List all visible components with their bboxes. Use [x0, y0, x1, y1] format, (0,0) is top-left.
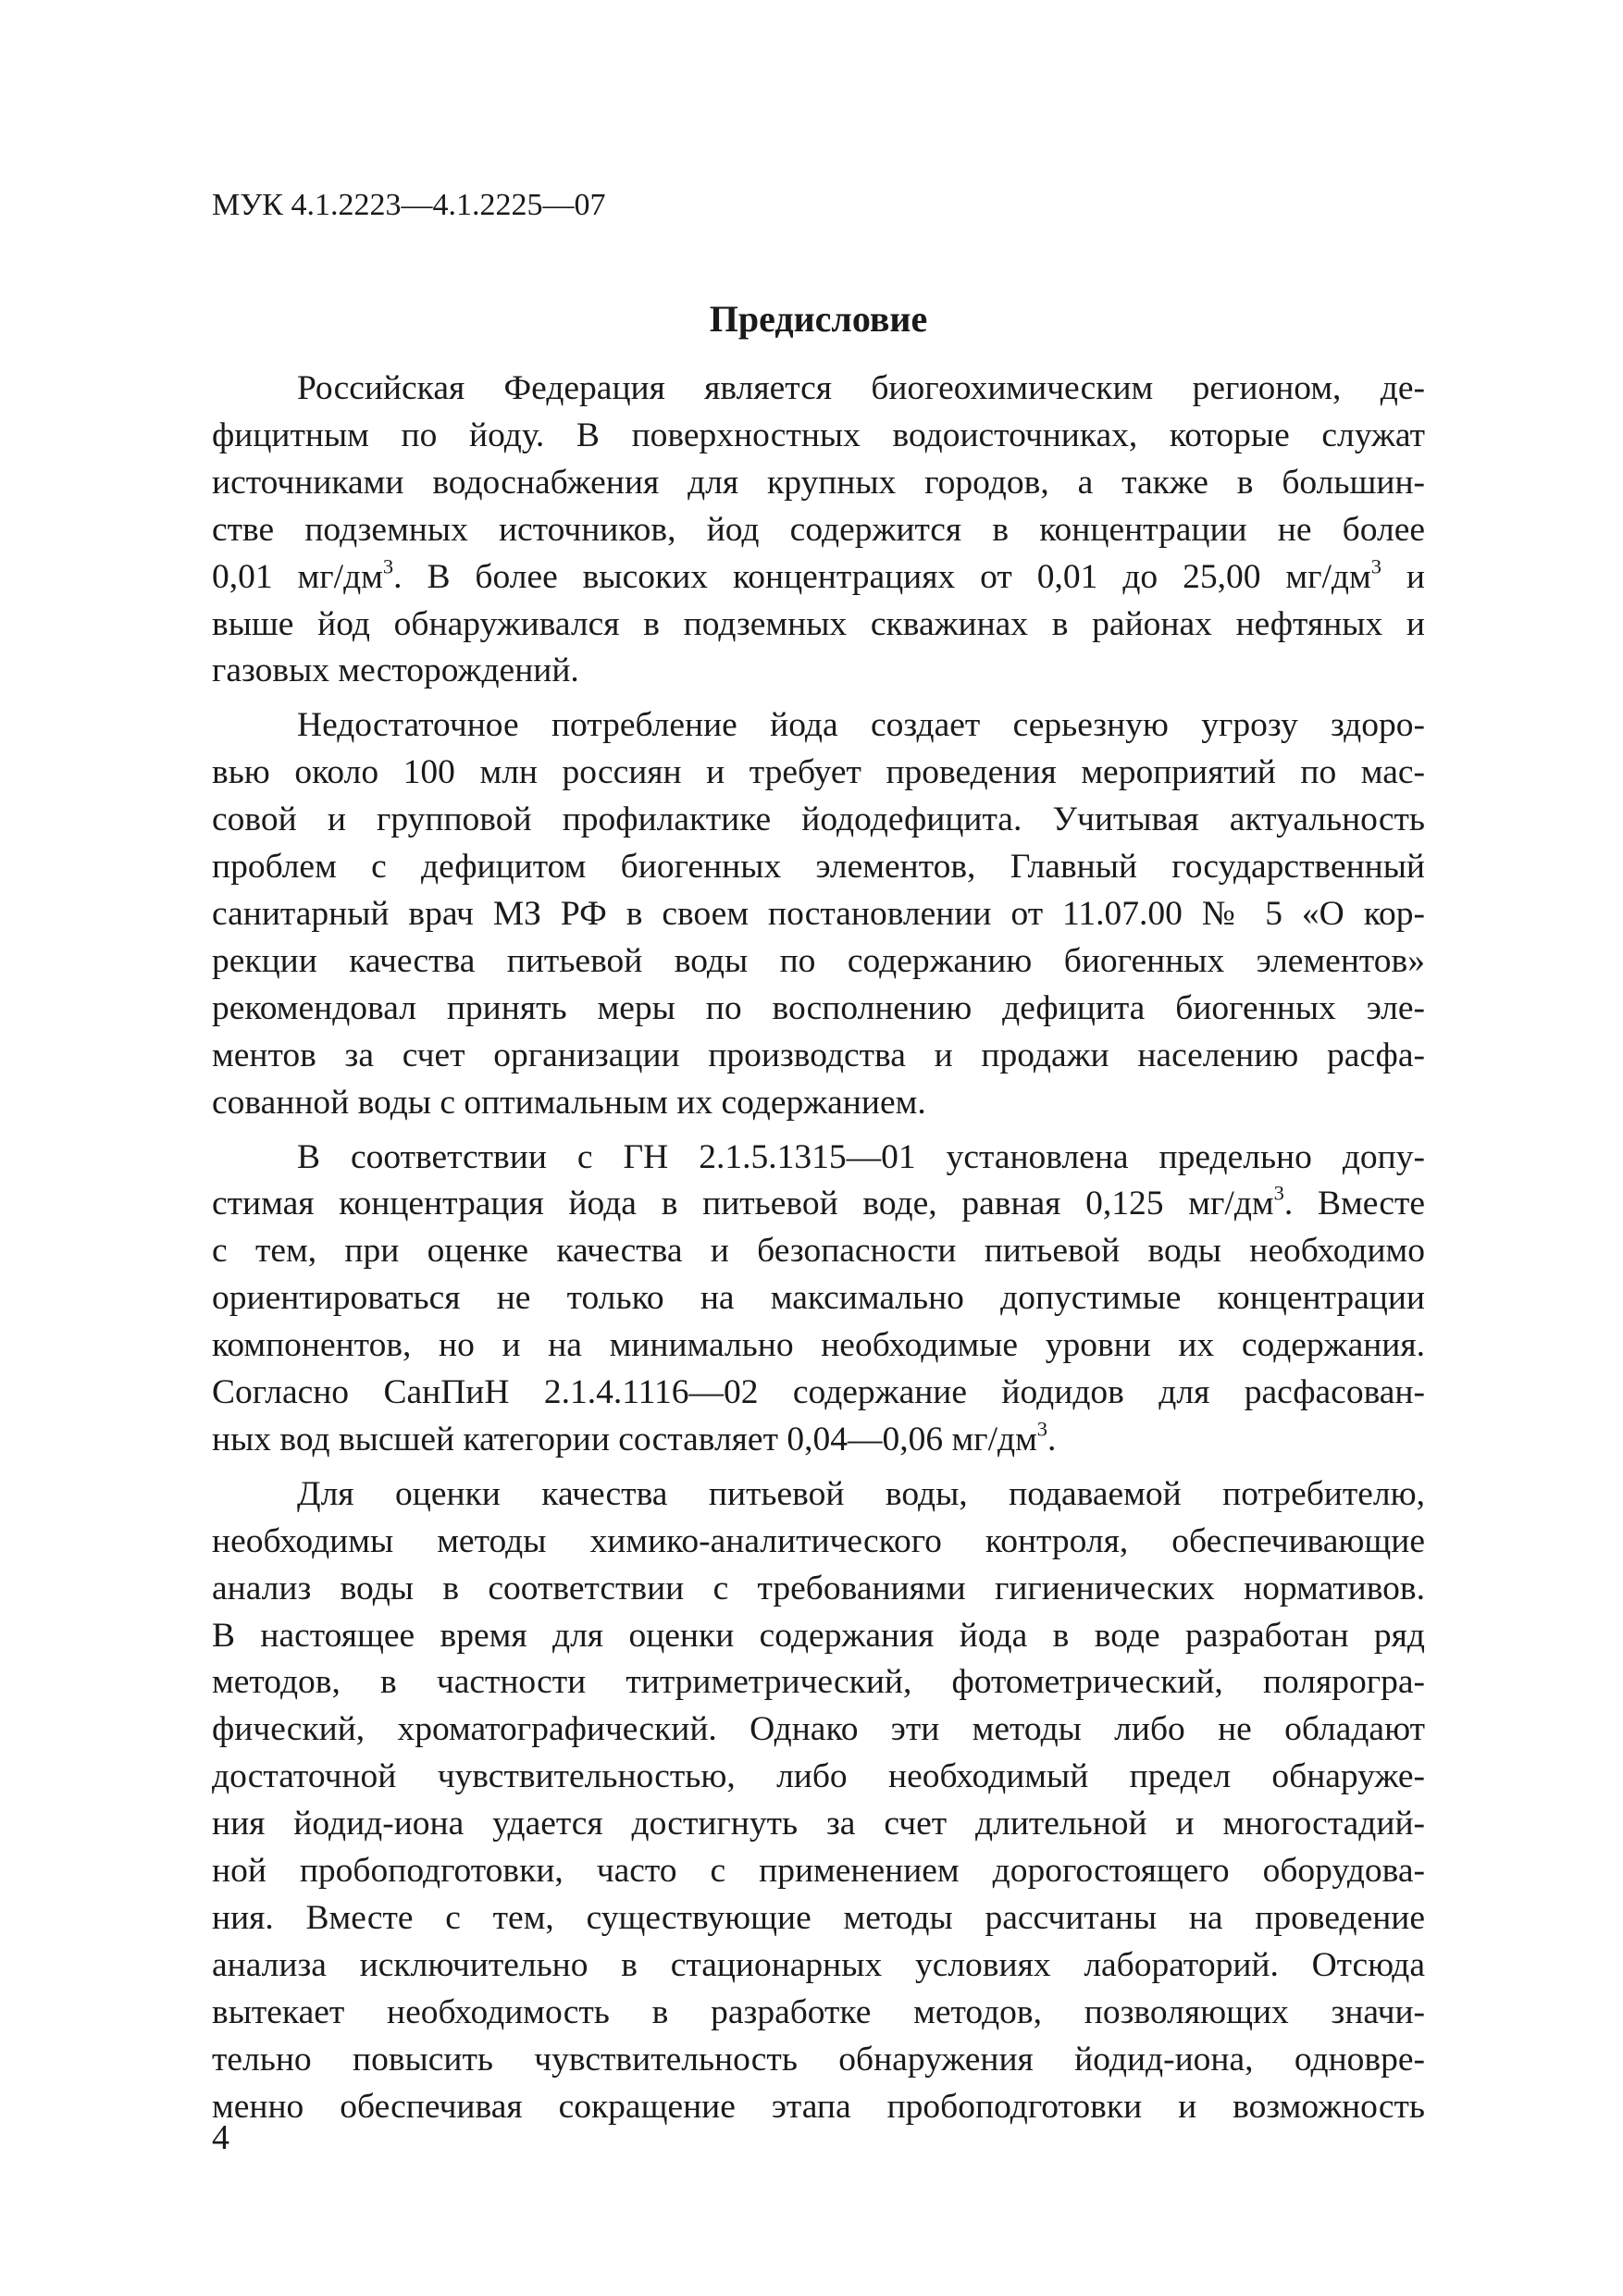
paragraph	[212, 702, 1425, 1126]
paragraph-line: ных вод высшей категории составляет 0,04—0,06 $мг/дм^3$.	[212, 1417, 1057, 1458]
paragraph-line: необходимы методы химико-аналитического контроля, обеспечивающие	[212, 1521, 1425, 1560]
paragraph-line: с тем, при оценке качества и безопасности питьевой воды необходимо	[212, 1232, 1425, 1271]
section-title: Предисловие	[709, 298, 928, 340]
paragraph-line: Недостаточное потребление йода создает серьезную угрозу здоро-	[297, 706, 1425, 745]
paragraph	[212, 1135, 1425, 1464]
paragraph-line: источниками водоснабжения для крупных городов, а также в большин-	[212, 463, 1425, 502]
paragraph-line: рекции качества питьевой воды по содержанию биогенных элементов»	[212, 941, 1425, 980]
paragraph-line: рекомендовал принять меры по восполнению дефицита биогенных эле-	[212, 988, 1425, 1027]
paragraph-line: проблем с дефицитом биогенных элементов, Главный государственный	[212, 848, 1425, 887]
paragraph-line: ния. Вместе с тем, существующие методы рассчитаны на проведение	[212, 1899, 1425, 1937]
paragraph-line: вытекает необходимость в разработке методов, позволяющих значи-	[212, 1992, 1425, 2031]
page-number: 4	[212, 2118, 229, 2157]
paragraph-line: анализа исключительно в стационарных условиях лабораторий. Отсюда	[212, 1945, 1425, 1984]
paragraph-line: В соответствии с ГН 2.1.5.1315—01 установлена предельно допу-	[297, 1137, 1425, 1176]
body-text	[212, 366, 1425, 2139]
paragraph	[212, 366, 1425, 695]
paragraph-line: ориентироваться не только на максимально допустимые концентрации	[212, 1279, 1425, 1318]
paragraph-line: стимая концентрация йода в питьевой воде, равная 0,125 $мг/дм^3$. Вместе	[212, 1181, 1426, 1223]
paragraph-line: санитарный врач МЗ РФ в своем постановлении от 11.07.00 № 5 «О кор-	[212, 894, 1425, 933]
paragraph-line: Российская Федерация является биогеохимическим регионом, де-	[297, 369, 1425, 407]
paragraph-line: вью около 100 млн россиян и требует проведения мероприятий по мас-	[212, 753, 1425, 792]
paragraph-line: стве подземных источников, йод содержится в концентрации не более	[212, 510, 1425, 549]
paragraph-line: ной пробоподготовки, часто с применением дорогостоящего оборудова-	[212, 1852, 1425, 1891]
paragraph-line: 0,01 $мг/дм^3$. В более высоких концентрациях от 0,01 до 25,00 $мг/дм^3$ и	[212, 553, 1425, 596]
paragraph-line: Для оценки качества питьевой воды, подаваемой потребителю,	[297, 1474, 1425, 1513]
paragraph-line: совой и групповой профилактике йододефицита. Учитывая актуальность	[212, 800, 1425, 839]
paragraph-line: компонентов, но и на минимально необходимые уровни их содержания.	[212, 1326, 1425, 1365]
paragraph-line: фицитным по йоду. В поверхностных водоисточниках, которые служат	[212, 416, 1425, 454]
paragraph-line: ментов за счет организации производства и продажи населению расфа-	[212, 1036, 1425, 1074]
paragraph-line: достаточной чувствительностью, либо необходимый предел обнаруже-	[212, 1757, 1425, 1796]
document-code-header: МУК 4.1.2223—4.1.2225—07	[212, 188, 606, 222]
paragraph-line: сованной воды с оптимальным их содержанием.	[212, 1083, 926, 1122]
paragraph-line: методов, в частности титриметрический, фотометрический, полярогра-	[212, 1663, 1425, 1702]
paragraph	[212, 1471, 1425, 2131]
paragraph-line: тельно повысить чувствительность обнаружения йодид-иона, одновре-	[212, 2040, 1425, 2079]
paragraph-line: газовых месторождений.	[212, 652, 579, 690]
paragraph-line: В настоящее время для оценки содержания йода в воде разработан ряд	[212, 1616, 1425, 1655]
paragraph-line: фический, хроматографический. Однако эти методы либо не обладают	[212, 1710, 1425, 1749]
paragraph-line: выше йод обнаруживался в подземных скважинах в районах нефтяных и	[212, 604, 1425, 643]
paragraph-line: менно обеспечивая сокращение этапа пробоподготовки и возможность	[212, 2087, 1425, 2126]
paragraph-line: ния йодид-иона удается достигнуть за счет длительной и многостадий-	[212, 1805, 1425, 1843]
paragraph-line: анализ воды в соответствии с требованиями гигиенических нормативов.	[212, 1569, 1425, 1607]
paragraph-line: Согласно СанПиН 2.1.4.1116—02 содержание йодидов для расфасован-	[212, 1373, 1425, 1412]
